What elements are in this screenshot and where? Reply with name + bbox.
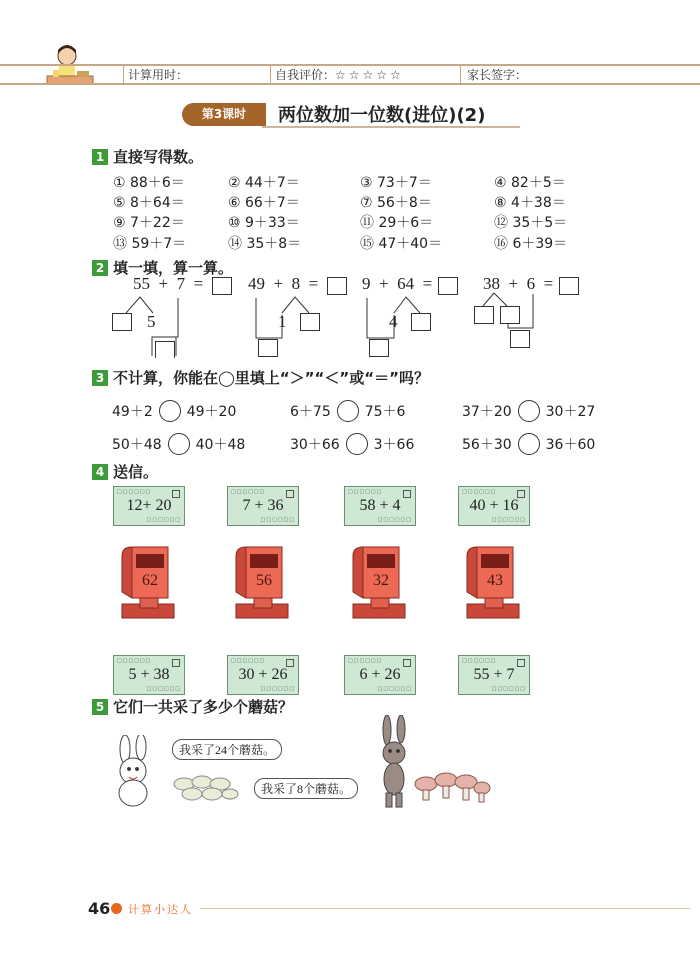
answer-circle[interactable] — [518, 433, 540, 455]
postcode-dots: □□□□□□ — [231, 489, 266, 495]
comparison-item — [462, 433, 595, 455]
answer-circle[interactable] — [346, 433, 368, 455]
mailbox-number: 62 — [142, 572, 158, 589]
postcode-dots: □□□□□□ — [260, 517, 295, 523]
postcode-dots: □□□□□□ — [462, 489, 497, 495]
section-title: 送信。 — [113, 463, 159, 481]
postcode-dots: □□□□□□ — [117, 489, 152, 495]
envelope[interactable] — [227, 486, 299, 526]
problem-hint: 1 — [278, 312, 287, 331]
envelope-expression: 30 + 26 — [238, 666, 288, 683]
mailbox[interactable] — [232, 546, 292, 626]
mailbox[interactable] — [463, 546, 523, 626]
left-expression: 56＋30 — [462, 437, 512, 453]
page-title: 两位数加一位数(进位)(2) — [278, 105, 486, 126]
right-expression: 36＋60 — [545, 437, 596, 453]
answer-box[interactable] — [258, 339, 278, 357]
comparison-item — [112, 400, 236, 422]
postcode-dots: □□□□□□ — [348, 489, 383, 495]
left-expression: 49＋2 — [112, 404, 153, 420]
answer-box[interactable] — [559, 277, 579, 295]
decomposition-lines — [0, 0, 700, 360]
problem-equation: 55 + 7 = — [133, 274, 204, 293]
postcode-dots: □□□□□□ — [260, 686, 295, 692]
problem-hint: 5 — [147, 312, 156, 331]
calc-problem: ④ 82＋5＝ — [494, 175, 566, 191]
section-5-heading — [92, 696, 293, 717]
problem-hint: 4 — [389, 312, 398, 331]
answer-box[interactable] — [369, 339, 389, 357]
right-expression: 75＋6 — [364, 404, 406, 420]
calc-problem: ⑦ 56＋8＝ — [360, 195, 432, 211]
section-title: 不计算，你能在◯里填上“＞”“＜”或“＝”吗？ — [113, 369, 429, 387]
answer-box[interactable] — [112, 313, 132, 331]
envelope-expression: 58 + 4 — [359, 497, 401, 514]
envelope[interactable] — [344, 486, 416, 526]
calc-problem: ⑥ 66＋7＝ — [228, 195, 300, 211]
section-title: 它们一共采了多少个蘑菇？ — [113, 698, 294, 716]
envelope-expression: 6 + 26 — [359, 666, 401, 683]
answer-box[interactable] — [155, 341, 175, 358]
envelope-expression: 12+ 20 — [126, 497, 172, 514]
right-expression: 40＋48 — [195, 437, 246, 453]
left-expression: 50＋48 — [112, 437, 162, 453]
section-4-heading — [92, 461, 158, 482]
calc-problem: ⑪ 29＋6＝ — [360, 215, 434, 231]
mailbox[interactable] — [349, 546, 409, 626]
envelope[interactable] — [113, 655, 185, 695]
answer-box[interactable] — [327, 277, 347, 295]
postcode-dots: □□□□□□ — [146, 686, 181, 692]
comparison-item — [462, 400, 595, 422]
comparison-item — [112, 433, 245, 455]
comparison-item — [290, 433, 414, 455]
postcode-dots: □□□□□□ — [117, 658, 152, 664]
section-title: 填一填，算一算。 — [113, 259, 234, 277]
section-number: 5 — [92, 699, 108, 715]
left-expression: 30＋66 — [290, 437, 340, 453]
calc-problem: ⑯ 6＋39＝ — [494, 236, 568, 252]
envelope-expression: 5 + 38 — [128, 666, 170, 683]
calc-problem: ⑤ 8＋64＝ — [113, 195, 185, 211]
footer-dot-icon — [111, 903, 122, 914]
calc-problem: ⑨ 7＋22＝ — [113, 215, 185, 231]
comparison-item — [290, 400, 405, 422]
time-label: 计算用时： — [128, 68, 189, 82]
calc-problem: ⑧ 4＋38＝ — [494, 195, 566, 211]
section-number: 2 — [92, 260, 108, 276]
footer-rule — [200, 908, 690, 909]
envelope[interactable] — [344, 655, 416, 695]
mailbox-number: 56 — [256, 572, 272, 589]
envelope[interactable] — [458, 655, 530, 695]
rabbit-speech-bubble: 我采了24个蘑菇。 — [172, 739, 282, 760]
rabbit-speech-bubble: 我采了8个蘑菇。 — [254, 778, 358, 799]
signature-label: 家长签字： — [467, 68, 528, 82]
mailbox[interactable] — [118, 546, 178, 626]
section-number: 1 — [92, 149, 108, 165]
postcode-dots: □□□□□□ — [231, 658, 266, 664]
page-number: 46 — [88, 899, 111, 918]
right-expression: 49＋20 — [186, 404, 237, 420]
left-expression: 37＋20 — [462, 404, 512, 420]
answer-box[interactable] — [411, 313, 431, 331]
envelope-expression: 55 + 7 — [473, 666, 515, 683]
book-title: 计算小达人 — [128, 903, 193, 916]
right-expression: 3＋66 — [373, 437, 415, 453]
envelope-expression: 40 + 16 — [469, 497, 519, 514]
answer-box[interactable] — [212, 277, 232, 295]
answer-box[interactable] — [300, 313, 320, 331]
rating-label: 自我评价：☆☆☆☆☆ — [275, 68, 404, 82]
postcode-dots: □□□□□□ — [146, 517, 181, 523]
postcode-dots: □□□□□□ — [377, 517, 412, 523]
problem-equation: 9 + 64 = — [362, 274, 433, 293]
calc-problem: ⑭ 35＋8＝ — [228, 236, 302, 252]
answer-box[interactable] — [510, 330, 530, 348]
mushrooms-icon — [170, 770, 240, 805]
answer-box[interactable] — [500, 306, 520, 324]
calc-problem: ② 44＋7＝ — [228, 175, 300, 191]
answer-circle[interactable] — [168, 433, 190, 455]
calc-problem: ③ 73＋7＝ — [360, 175, 432, 191]
answer-circle[interactable] — [159, 400, 181, 422]
right-expression: 30＋27 — [545, 404, 596, 420]
left-expression: 6＋75 — [290, 404, 331, 420]
envelope[interactable] — [227, 655, 299, 695]
answer-circle[interactable] — [518, 400, 540, 422]
postcode-dots: □□□□□□ — [491, 517, 526, 523]
calc-problem: ⑫ 35＋5＝ — [494, 215, 568, 231]
section-3-heading — [92, 367, 429, 388]
mailbox-number: 32 — [373, 572, 389, 589]
postcode-dots: □□□□□□ — [462, 658, 497, 664]
answer-box[interactable] — [474, 306, 494, 324]
calc-problem: ⑮ 47＋40＝ — [360, 236, 443, 252]
postcode-dots: □□□□□□ — [348, 658, 383, 664]
rating-stars[interactable]: ☆☆☆☆☆ — [335, 68, 404, 82]
section-title: 直接写得数。 — [113, 148, 204, 166]
problem-equation: 49 + 8 = — [248, 274, 319, 293]
calc-problem: ⑬ 59＋7＝ — [113, 236, 187, 252]
section-number: 4 — [92, 464, 108, 480]
problem-equation: 38 + 6 = — [483, 274, 554, 293]
postcode-dots: □□□□□□ — [377, 686, 412, 692]
answer-box[interactable] — [438, 277, 458, 295]
envelope[interactable] — [113, 486, 185, 526]
mushrooms-icon — [412, 768, 492, 808]
answer-circle[interactable] — [337, 400, 359, 422]
white-rabbit-icon — [105, 735, 165, 810]
mailbox-number: 43 — [487, 572, 503, 589]
envelope-expression: 7 + 36 — [242, 497, 284, 514]
section-number: 3 — [92, 370, 108, 386]
lesson-badge: 第3课时 — [182, 103, 266, 126]
calc-problem: ① 88＋6＝ — [113, 175, 185, 191]
envelope[interactable] — [458, 486, 530, 526]
calc-problem: ⑩ 9＋33＝ — [228, 215, 300, 231]
postcode-dots: □□□□□□ — [491, 686, 526, 692]
